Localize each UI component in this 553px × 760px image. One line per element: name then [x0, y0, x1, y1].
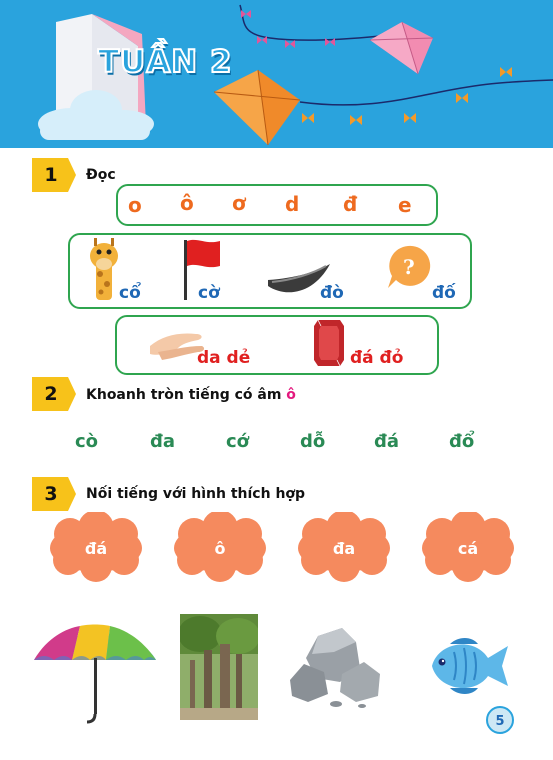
word-option[interactable]: cò — [75, 431, 99, 452]
letter-item: đ — [343, 192, 358, 216]
word-option[interactable]: dỗ — [300, 431, 326, 452]
word-item: cờ — [198, 283, 220, 303]
section-1-badge — [32, 158, 76, 192]
word-item: cổ — [119, 283, 141, 303]
section-3-badge — [32, 477, 76, 511]
word-item: đò — [320, 283, 344, 303]
word-item: da dẻ — [197, 348, 251, 368]
word-item: đố — [432, 283, 456, 303]
question-bubble-picture — [386, 244, 432, 290]
kite-string-1 — [300, 80, 553, 105]
page-title: TUẦN 2 — [98, 44, 233, 80]
red-gem-picture — [312, 318, 346, 368]
cloud-word[interactable]: cá — [457, 539, 479, 558]
header-illustration — [0, 0, 553, 148]
word-option[interactable]: đổ — [449, 431, 475, 452]
letter-item: ơ — [232, 191, 246, 215]
cloud-word[interactable]: ô — [214, 539, 226, 558]
letter-item: d — [285, 192, 300, 216]
svg-text:?: ? — [403, 255, 415, 279]
highlight-letter: ô — [286, 387, 296, 403]
letter-item: e — [398, 193, 412, 217]
section-2-badge — [32, 377, 76, 411]
word-option[interactable]: cớ — [226, 431, 250, 452]
rocks-picture[interactable] — [290, 628, 382, 708]
page-number: 5 — [486, 706, 514, 734]
word-option[interactable]: đa — [150, 431, 176, 452]
orange-kite-icon — [214, 70, 300, 145]
umbrella-picture[interactable] — [32, 620, 158, 724]
kite-bows-icon — [302, 67, 512, 125]
fish-picture[interactable] — [428, 634, 510, 698]
letter-item: o — [128, 193, 142, 217]
section-number: 2 — [44, 383, 58, 405]
kite-string-2 — [240, 5, 380, 40]
giraffe-picture — [82, 238, 124, 302]
word-item: đá đỏ — [350, 348, 404, 368]
page-header — [0, 0, 553, 148]
section-3-instruction: Nối tiếng với hình thích hợp — [86, 486, 306, 502]
kite-bows-pink-icon — [241, 10, 335, 48]
pink-kite-icon — [370, 22, 433, 74]
cloud-word[interactable]: đá — [84, 539, 108, 558]
banyan-tree-picture[interactable] — [180, 614, 258, 720]
instruction-text: Khoanh tròn tiếng có âm — [86, 387, 282, 403]
section-number: 3 — [44, 483, 58, 505]
cloud-word[interactable]: đa — [332, 539, 356, 558]
section-number: 1 — [44, 164, 58, 186]
letters-box — [116, 184, 438, 226]
section-2-instruction — [86, 387, 296, 403]
word-option[interactable]: đá — [374, 431, 400, 452]
section-1-instruction: Đọc — [86, 167, 116, 183]
letter-item: ô — [180, 191, 194, 215]
